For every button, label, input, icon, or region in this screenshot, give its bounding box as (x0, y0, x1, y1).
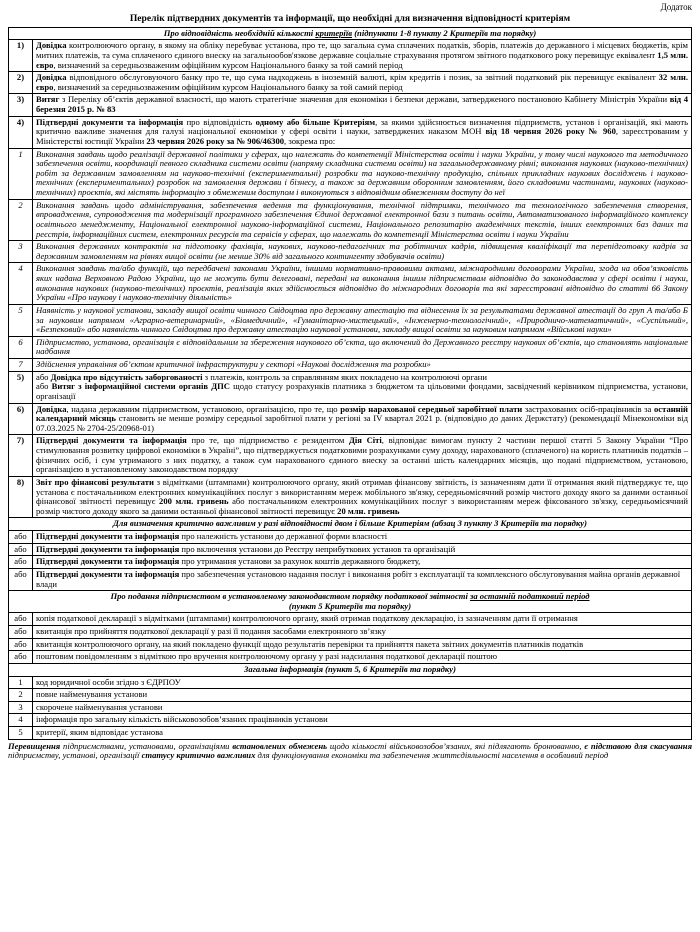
sub-text: Наявність у наукової установи, закладу вищої освіти чинного Свідоцтва про державну атестацію та віднесення їх за результатами державної атестації до груп А та/або Б за науковим напрямом «Аграрно-ветеринарний», «Біомедичний», «Гуманітарно-мистецький», «Інженерно-технологічний», «Природничо-математичний», «Суспільний», «Безпековий» або наявність чинного Свідоцтва про державну атестацію наукової установи, закладу вищої освіти за науковим напрямом «Військові науки» (33, 304, 692, 336)
bold-term: є підставою для скасування (584, 740, 693, 751)
row-text: копія податкової декларації з відмітками (штампами) контролюючого органу, який отримав податкову декларацію, із зазначенням дати її отримання (33, 613, 692, 626)
row-text: скорочене найменування установи (33, 701, 692, 714)
sub-number: 3 (9, 241, 33, 263)
text-part: , зокрема про: (284, 135, 336, 146)
row-number: 7) (9, 435, 33, 477)
bold-term: одному або більше Критеріям (255, 116, 376, 127)
sub-number: 6 (9, 336, 33, 358)
row-label: або (9, 556, 33, 569)
row-text: повне найменування установи (33, 689, 692, 702)
section-header-tax-reporting (9, 591, 692, 613)
table-row (9, 651, 692, 664)
row-text (33, 476, 692, 518)
text-part: або (36, 371, 51, 382)
bold-term: Підтвердні документи та інформація (36, 435, 187, 446)
sub-number: 7 (9, 359, 33, 372)
criteria-subrow (9, 263, 692, 305)
text-part: про утримання установи за рахунок коштів державного бюджету, (179, 556, 421, 567)
sub-text: Підприємство, установа, організація є відповідальним за збереження наукового об’єкта, що включений до Державного реєстру наукових об’єктів, що становлять національне надбання (33, 336, 692, 358)
table-row (9, 613, 692, 626)
text-part: , надана державним підприємством, установою, організацією, про те, що (66, 403, 341, 414)
section-title-part: (підпункти 1-8 пункту 2 Критеріїв та порядку) (352, 27, 537, 38)
row-text (33, 556, 692, 569)
criteria-subrow (9, 148, 692, 199)
bold-term: від 18 червня 2026 року № 960 (485, 126, 616, 137)
row-number: 8) (9, 476, 33, 518)
section-title-part: Про подання підприємством в установленому законодавством порядку податкової звітності (110, 591, 470, 602)
criteria-subrow (9, 336, 692, 358)
text-part: з відмітками (штампами) контролюючого органу, який отримав фінансову звітність, із зазначенням дати її отримання який підтверджує те, що установа є постачальником електронних комунікаційних послуг з використанням мереж мобільного зв'язку, середньомісячний розмір чистого доходу якого за даними останньої фінансової звітності перевищує (36, 476, 689, 507)
table-row (9, 727, 692, 740)
table-row (9, 531, 692, 544)
table-row (9, 689, 692, 702)
row-text: критерії, яким відповідає установа (33, 727, 692, 740)
table-row (9, 556, 692, 569)
table-row (9, 626, 692, 639)
table-row (9, 476, 692, 518)
sub-text: Виконання державних контрактів на підготовку фахівців, наукових, науково-педагогічних та робітничих кадрів, підвищення кваліфікації та перепідготовку кадрів за державним замовленням на рівнях вищої освіти (не менше 30% від загального контингенту здобувачів освіти) (33, 241, 692, 263)
row-number: 5) (9, 371, 33, 403)
table-row (9, 94, 692, 116)
text-part: , за якими здійснюється визначення підприємств, установ і організацій, які мають критично важливе значення для галузі національної економіки у сфері освіти і науки, затверджених наказом МОН (36, 116, 688, 137)
row-label: або (9, 651, 33, 664)
bold-term: 200 млн. гривень (159, 496, 229, 507)
documents-table (8, 27, 692, 740)
row-text: інформація про загальну кількість військовозобов’язаних працівників установи (33, 714, 692, 727)
sub-text: Виконання завдань та/або функцій, що передбачені законами України, іншими нормативно-правовими актами, міжнародними договорами України, згода на обов’язковість яких надана Верховною Радою України, що не можуть бути делеговані, передані на виконання іншим підприємствам відповідно до законодавства у сфері освіти і науки, виконання наукових (науково-технічних) проєктів, реалізація яких здійснюється відповідно до міжнародних договорів та які зареєстровані відповідно до статті 66 Закону України «Про наукову і науково-технічну діяльність» (33, 263, 692, 305)
table-row (9, 568, 692, 590)
section-title-part: (пункт 5 Критеріїв та порядку) (288, 600, 412, 611)
bold-term: Підтвердні документи та інформація (36, 531, 180, 542)
row-number: 3) (9, 94, 33, 116)
bold-term: Довідка (36, 40, 67, 51)
section-header-criteria-count (9, 27, 692, 40)
bold-term: 1,5 млн. євро (36, 49, 688, 70)
row-number: 1) (9, 40, 33, 72)
table-row (9, 371, 692, 403)
text-part: відповідного обслуговуючого банку про те, що сума надходжень в іноземній валюті, крім кредитів і позик, за звітний податковий рік перевищує еквівалент (66, 72, 659, 83)
criteria-subrow (9, 241, 692, 263)
section-title-underlined: за останній податковий період (469, 591, 590, 602)
table-row (9, 676, 692, 689)
document-title: Перелік підтвердних документів та інформації, що необхідні для визначення відповідності критеріям (129, 13, 571, 24)
sub-number: 2 (9, 199, 33, 241)
section-title-underlined: критеріїв (315, 27, 353, 38)
text-part: застрахованих осіб-працівників за (522, 403, 654, 414)
bold-term: Довідка (36, 72, 67, 83)
row-number: 2) (9, 72, 33, 94)
text-part: підприємству, установі, організації (8, 750, 142, 761)
text-part: або постачальником електронних комунікаційних послуг з використанням мереж фіксованого зв'язку, середньомісячний розмір чистого доходу якого за даними останньої фінансової звітності перевищує (36, 496, 689, 516)
row-text (33, 40, 692, 72)
text-part: про відповідність (183, 116, 256, 127)
sub-text: Виконання завдань щодо адміністрування, забезпечення ведення та функціонування, технічної підтримки, технічного та технологічного забезпечення створення, впровадження, супроводження та модернізації програмного забезпечення Єдиної державної електронної бази з питань освіти, Автоматизованого інформаційного комплексу освітнього менеджменту, Національної електронної науково-інформаційної системи, Національного репозитарію академічних текстів, інших електронних баз даних та реєстрів, інформаційних систем, електронних ресурсів та сервісів у сферах, що належать до компетенції Міністерства освіти і науки України (33, 199, 692, 241)
row-label: або (9, 568, 33, 590)
row-text (33, 94, 692, 116)
section-header-two-criteria (9, 518, 692, 531)
bold-term: 23 червня 2026 року за № 906/46300 (146, 135, 285, 146)
row-text: код юридичної особи згідно з ЄДРПОУ (33, 676, 692, 689)
row-text (33, 568, 692, 590)
addendum-label: Додаток (660, 2, 692, 12)
row-text (33, 72, 692, 94)
table-row (9, 714, 692, 727)
row-number: 3 (9, 701, 33, 714)
bold-term: Витяг (36, 94, 60, 105)
bold-term: Підтвердні документи та інформація (36, 116, 184, 127)
text-part: , визначений за середньозваженим офіційним курсом Національного банку за той самий період (53, 59, 403, 70)
row-label: або (9, 613, 33, 626)
bold-term: останній календарний місяць (36, 403, 688, 424)
row-label: або (9, 626, 33, 639)
row-label: або (9, 638, 33, 651)
section-title: Для визначення критично важливим у разі відповідності двом і більше Критеріям (абзац 3 пункту 3 Критеріїв та порядку) (9, 518, 692, 531)
sub-text: Виконання завдань щодо реалізації державної політики у сферах, що належать до компетенції Міністерства освіти і науки України, у тому числі наукового та методичного забезпечення освіти, координації певного складника системи освіти (напряму складника системи освіти) на загальнодержавному рівні; виконання наукових (науково-технічних) робіт за державним замовленням на науково-технічні (експериментальні) розробки та науково-технічну продукцію, спільних прикладних наукових досліджень і науково-технічних (експериментальних) розробок на замовлення держави і бізнесу, а також за державним оборонним замовленням, його складовими частинами, наукових (науково-технічних) проєктів, які містять інформацію з обмеженим доступом і виконуються з відповідним обмеженням доступу до неї (33, 148, 692, 199)
text-part: щодо статусу розрахунків платника з бюджетом та цільовими фондами, засвідчений керівником підприємства, установи, організації (36, 381, 688, 401)
row-number: 2 (9, 689, 33, 702)
text-part: про забезпечення установою надання послуг і виконання робіт з експлуатації та комплексного обслуговування майна органів державної влади (36, 568, 681, 589)
row-text: квитанція про прийняття податкової декларації у разі її подання засобами електронного зв’язку (33, 626, 692, 639)
table-row (9, 403, 692, 435)
sub-text: Здійснення управління об’єктом критичної інфраструктури у секторі «Наукові дослідження та розробки» (33, 359, 692, 372)
bold-term: Підтвердні документи та інформація (36, 556, 180, 567)
sub-number: 4 (9, 263, 33, 305)
text-part: , визначений за середньозваженим офіційним курсом Національного банку за той самий період (53, 81, 403, 92)
bold-term: Підтвердні документи та інформація (36, 543, 180, 554)
row-text (33, 435, 692, 477)
row-number: 6) (9, 403, 33, 435)
row-number: 5 (9, 727, 33, 740)
section-header-general-info (9, 663, 692, 676)
text-part: контролюючого органу, в якому на обліку перебуває установа, про те, що загальна сума сплачених податків, зборів, платежів до державного і місцевих бюджетів, крім митних платежів, та сума сплаченого єдиного внеску на загальнообов'язкове державне соціальне страхування протягом звітного податкового року перевищує еквівалент (36, 40, 688, 60)
row-number: 1 (9, 676, 33, 689)
bold-term: від 4 березня 2015 р. № 83 (36, 94, 688, 115)
bold-term: Звіт про фінансові результати (36, 476, 154, 487)
criteria-subrow (9, 199, 692, 241)
text-part: щодо кількості військовозобов’язаних, які підлягають бронюванню, (327, 740, 585, 751)
table-row (9, 40, 692, 72)
table-row (9, 72, 692, 94)
criteria-subrow (9, 359, 692, 372)
row-number: 4 (9, 714, 33, 727)
footnote (8, 742, 692, 761)
text-part: про те, що підприємство є резидентом (186, 435, 349, 446)
row-text: поштовим повідомленням з відміткою про вручення контролюючому органу у разі надсилання податкової декларації поштою (33, 651, 692, 664)
bold-term: Підтвердні документи та інформація (36, 568, 180, 579)
row-label: або (9, 531, 33, 544)
bold-term: розмір нарахованої середньої заробітної плати (340, 403, 523, 414)
sub-number: 1 (9, 148, 33, 199)
bold-term: 20 млн. гривень (337, 505, 400, 516)
row-text (33, 116, 692, 148)
criteria-subrow (9, 304, 692, 336)
table-row (9, 435, 692, 477)
row-text (33, 543, 692, 556)
section-title-part: Про відповідність необхідній кількості (163, 27, 316, 38)
table-row (9, 116, 692, 148)
text-part: з платежів, контроль за справлянням яких покладено на контролюючі органи (202, 371, 487, 382)
text-part: становить не менше розміру середньої заробітної плати у регіоні за IV квартал 2021 р. (відповідно до даних Держстату) (рекомендації Мінекономіки від 07.03.2025 № 2704-25/20968-01) (36, 413, 688, 433)
text-part: , відповідає вимогам пункту 2 частини першої статті 5 Закону України “Про стимулювання розвитку цифрової економіки в Україні”, що підтверджується податковими розрахунками суму доходу, нарахованого (сплаченого) на користь платників податків – фізичних осіб, і сум утриманого з них податку, а також сум нарахованого єдиного внеску за останні шість календарних місяців, що подані підприємством, установою, організацією в установленому законодавством порядку (36, 435, 689, 475)
sub-number: 5 (9, 304, 33, 336)
row-label: або (9, 543, 33, 556)
bold-term: Витяг з інформаційної системи органів ДПС (51, 381, 231, 392)
text-part: , зареєстрованим у Міністерстві юстиції України (36, 126, 688, 146)
bold-term: встановлених обмежень (232, 740, 328, 751)
text-part: про належність установи до державної форми власності (179, 531, 388, 542)
table-row (9, 543, 692, 556)
bold-term: Дія Сіті (348, 435, 382, 446)
text-part: або (36, 381, 52, 392)
bold-term: Довідка про відсутність заборгованості (50, 371, 203, 382)
section-title: Загальна інформація (пункт 5, 6 Критеріїв та порядку) (9, 663, 692, 676)
table-row (9, 701, 692, 714)
text-part: для функціонування економіки та забезпечення життєдіяльності населення в особливий період (255, 750, 609, 761)
row-text: квитанція контролюючого органу, на який покладено функції щодо результатів перевірки та прийняття пакета звітних документів платників податків (33, 638, 692, 651)
bold-term: Довідка (36, 403, 67, 414)
row-text (33, 531, 692, 544)
bold-term: 32 млн. євро (36, 72, 688, 92)
row-number: 4) (9, 116, 33, 148)
text-part: підприємствами, установами, організаціями (60, 740, 233, 751)
row-text (33, 371, 692, 403)
table-row (9, 638, 692, 651)
document-page (8, 0, 692, 761)
row-text (33, 403, 692, 435)
bold-term: Перевищення (8, 740, 61, 751)
text-part: з Переліку об’єктів державної власності, що мають стратегічне значення для економіки і безпеки держави, затвердженого постановою Кабінету Міністрів України (59, 94, 670, 105)
bold-term: статусу критично важливих (141, 750, 256, 761)
text-part: про включення установи до Реєстру неприбуткових установ та організацій (179, 543, 456, 554)
